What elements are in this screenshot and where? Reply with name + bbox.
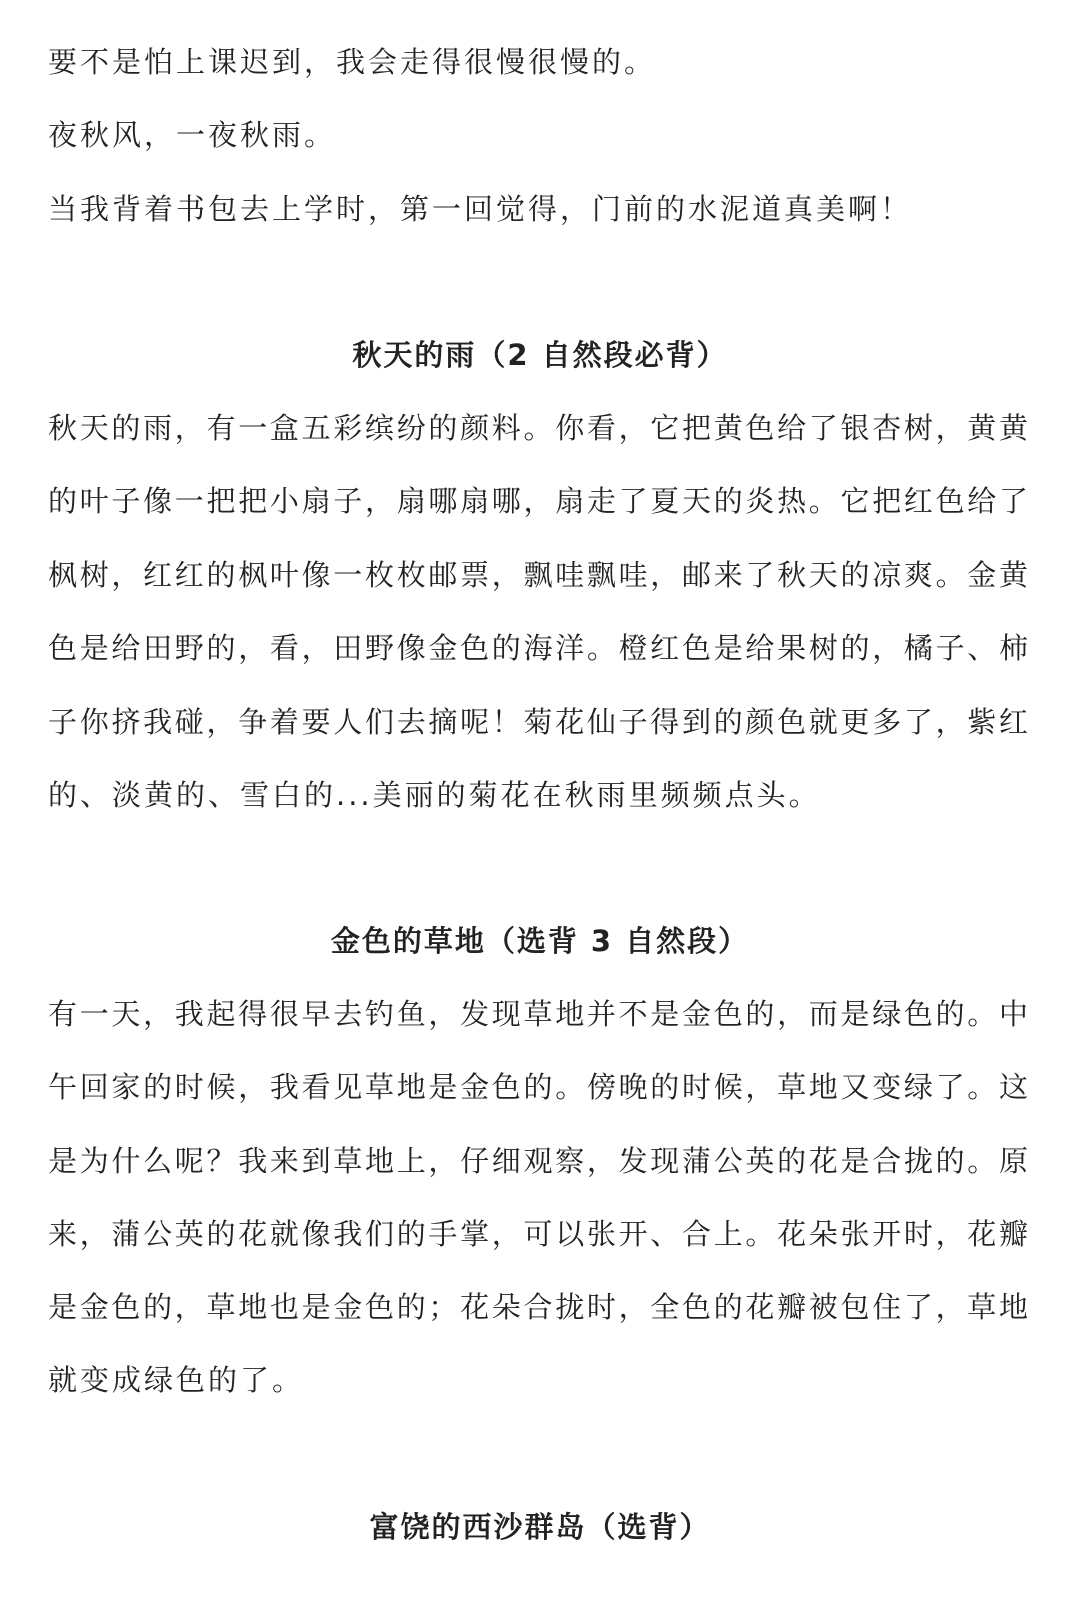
section-1-line-2: 的叶子像一把把小扇子，扇哪扇哪，扇走了夏天的炎热。它把红色给了 bbox=[48, 484, 1028, 518]
intro-line-2: 夜秋风，一夜秋雨。 bbox=[48, 118, 337, 152]
section-2-line-2: 午回家的时候，我看见草地是金色的。傍晚的时候，草地又变绿了。这 bbox=[48, 1070, 1028, 1104]
section-heading-golden-meadow: 金色的草地（选背 3 自然段） bbox=[330, 924, 750, 958]
section-1-line-3: 枫树，红红的枫叶像一枚枚邮票，飘哇飘哇，邮来了秋天的凉爽。金黄 bbox=[48, 558, 1028, 592]
section-2-line-5: 是金色的，草地也是金色的；花朵合拢时，全色的花瓣被包住了，草地 bbox=[48, 1290, 1028, 1324]
intro-line-3: 当我背着书包去上学时，第一回觉得，门前的水泥道真美啊！ bbox=[48, 192, 913, 226]
section-2-line-4: 来，蒲公英的花就像我们的手掌，可以张开、合上。花朵张开时，花瓣 bbox=[48, 1217, 1028, 1251]
intro-line-1: 要不是怕上课迟到，我会走得很慢很慢的。 bbox=[48, 45, 657, 79]
section-2-line-6: 就变成绿色的了。 bbox=[48, 1363, 305, 1397]
section-1-line-6: 的、淡黄的、雪白的...美丽的菊花在秋雨里频频点头。 bbox=[48, 778, 821, 812]
section-1-line-1: 秋天的雨，有一盒五彩缤纷的颜料。你看，它把黄色给了银杏树，黄黄 bbox=[48, 411, 1028, 445]
section-2-line-3: 是为什么呢？我来到草地上，仔细观察，发现蒲公英的花是合拢的。原 bbox=[48, 1144, 1028, 1178]
section-1-line-5: 子你挤我碰，争着要人们去摘呢！菊花仙子得到的颜色就更多了，紫红 bbox=[48, 705, 1028, 739]
section-heading-autumn-rain: 秋天的雨（2 自然段必背） bbox=[352, 338, 728, 372]
section-2-line-1: 有一天，我起得很早去钓鱼，发现草地并不是金色的，而是绿色的。中 bbox=[48, 997, 1028, 1031]
section-1-line-4: 色是给田野的，看，田野像金色的海洋。橙红色是给果树的，橘子、柿 bbox=[48, 631, 1028, 665]
section-heading-xisha-islands: 富饶的西沙群岛（选背） bbox=[369, 1510, 711, 1544]
